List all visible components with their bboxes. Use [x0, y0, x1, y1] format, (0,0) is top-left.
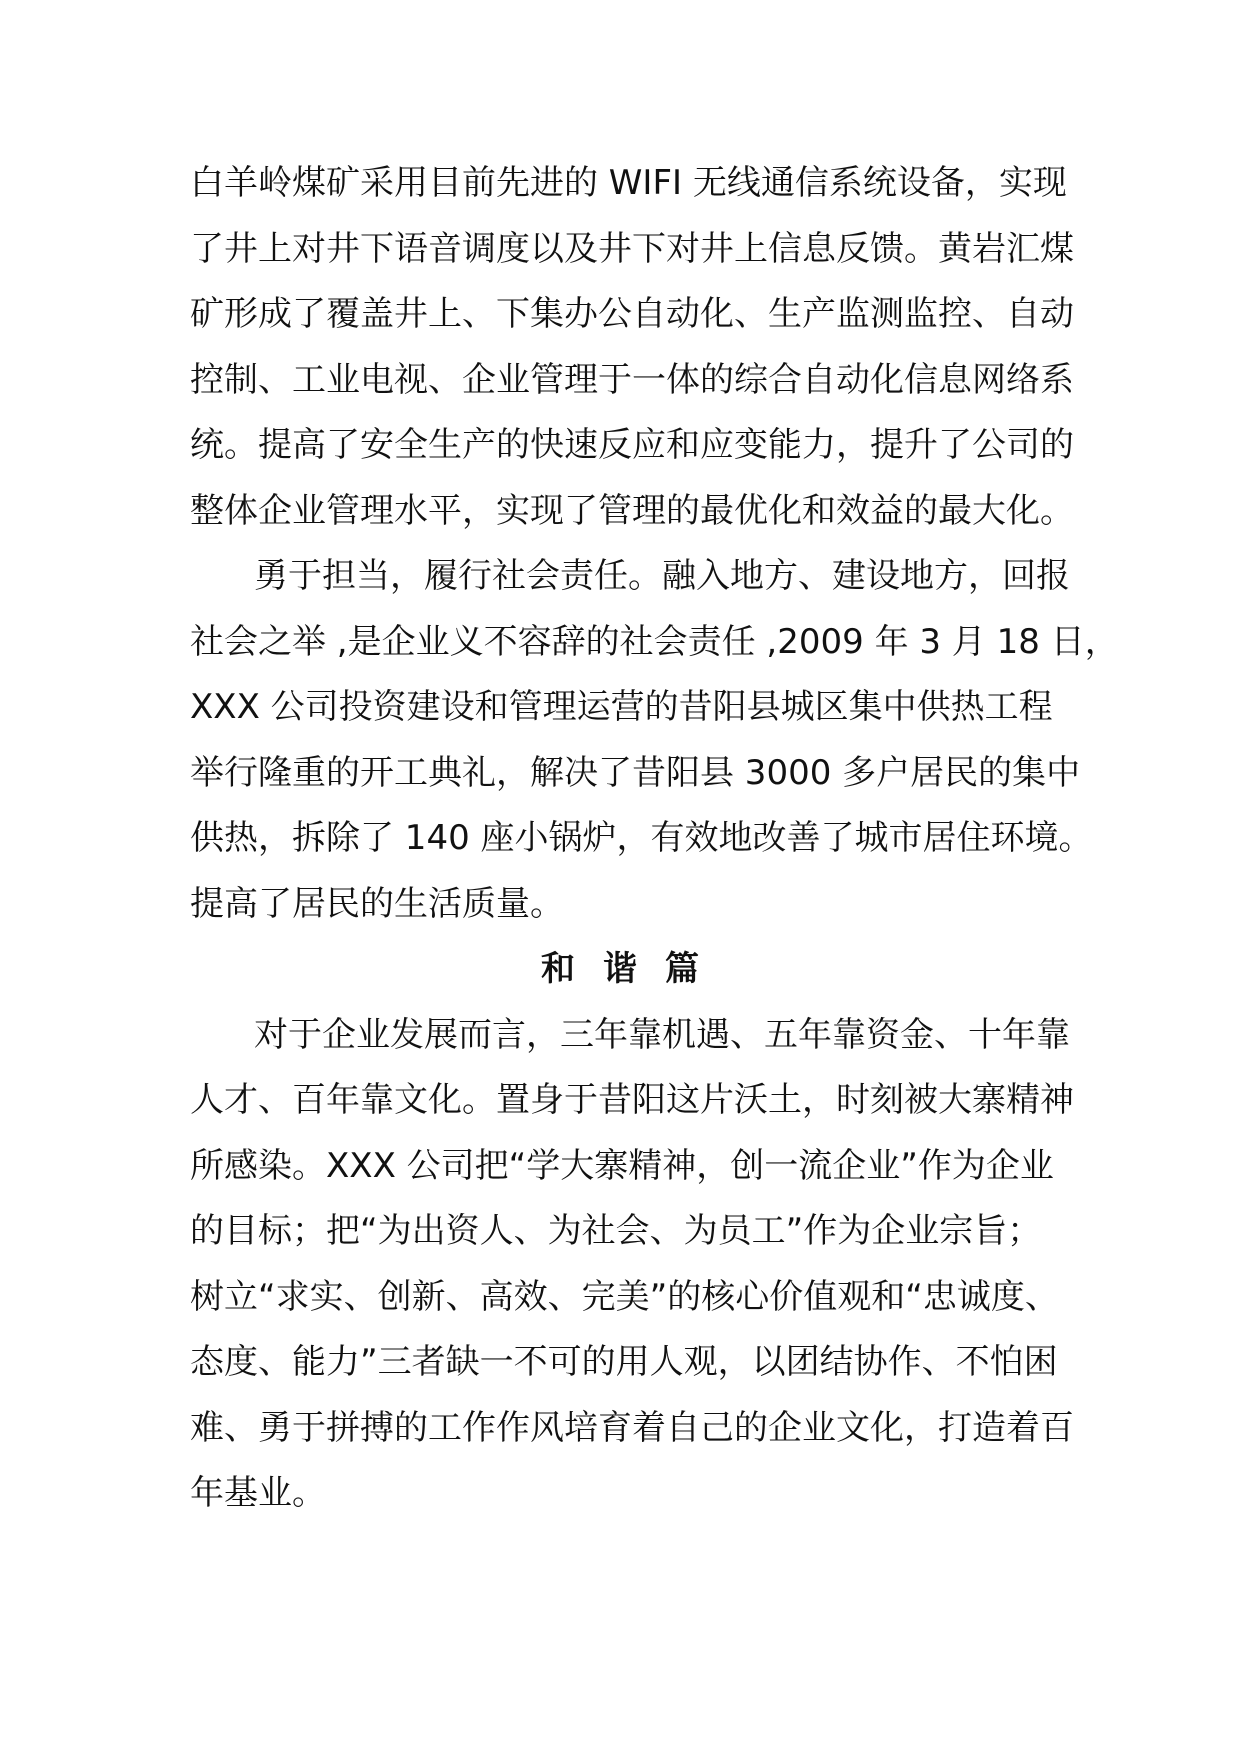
text-line: 矿形成了覆盖井上、下集办公自动化、生产监测监控、自动	[190, 294, 1074, 334]
text-line: 所感染。XXX 公司把“学大寨精神，创一流企业”作为企业	[190, 1145, 1054, 1186]
text-line: 勇于担当，履行社会责任。融入地方、建设地方，回报	[254, 556, 1070, 596]
text-line: 树立“求实、创新、高效、完美”的核心价值观和“忠诚度、	[190, 1276, 1059, 1317]
text-line: 人才、百年靠文化。置身于昔阳这片沃土，时刻被大寨精神	[190, 1080, 1074, 1120]
text-line: 社会之举 ,是企业义不容辞的社会责任 ,2009 年 3 月 18 日，	[190, 621, 1119, 662]
text-line: 对于企业发展而言，三年靠机遇、五年靠资金、十年靠	[254, 1014, 1070, 1055]
text-line: XXX 公司投资建设和管理运营的昔阳县城区集中供热工程	[190, 687, 1053, 727]
text-line: 统。提高了安全生产的快速反应和应变能力，提升了公司的	[190, 425, 1074, 465]
text-line: 供热，拆除了 140 座小锅炉，有效地改善了城市居住环境。	[190, 818, 1093, 858]
text-line: 态度、能力”三者缺一不可的用人观，以团结协作、不怕困	[190, 1342, 1058, 1382]
paragraph-social-responsibility	[190, 544, 1119, 937]
section-heading: 和谐篇	[541, 949, 727, 989]
text-line: 举行隆重的开工典礼，解决了昔阳县 3000 多户居民的集中	[190, 752, 1081, 793]
text-line: 难、勇于拼搏的工作作风培育着自己的企业文化，打造着百	[190, 1407, 1074, 1448]
text-line: 年基业。	[190, 1473, 326, 1513]
text-line: 控制、工业电视、企业管理于一体的综合自动化信息网络系	[190, 359, 1074, 400]
text-line: 提高了居民的生活质量。	[190, 883, 564, 924]
document-body	[190, 151, 1119, 1527]
paragraph-wifi-automation	[190, 151, 1074, 544]
text-line: 了井上对井下语音调度以及井下对井上信息反馈。黄岩汇煤	[190, 228, 1074, 269]
text-line: 的目标；把“为出资人、为社会、为员工”作为企业宗旨；	[190, 1211, 1042, 1251]
paragraph-corporate-culture	[190, 1003, 1074, 1527]
text-line: 白羊岭煤矿采用目前先进的 WIFI 无线通信系统设备，实现	[190, 163, 1067, 203]
text-line: 整体企业管理水平，实现了管理的最优化和效益的最大化。	[190, 490, 1074, 531]
